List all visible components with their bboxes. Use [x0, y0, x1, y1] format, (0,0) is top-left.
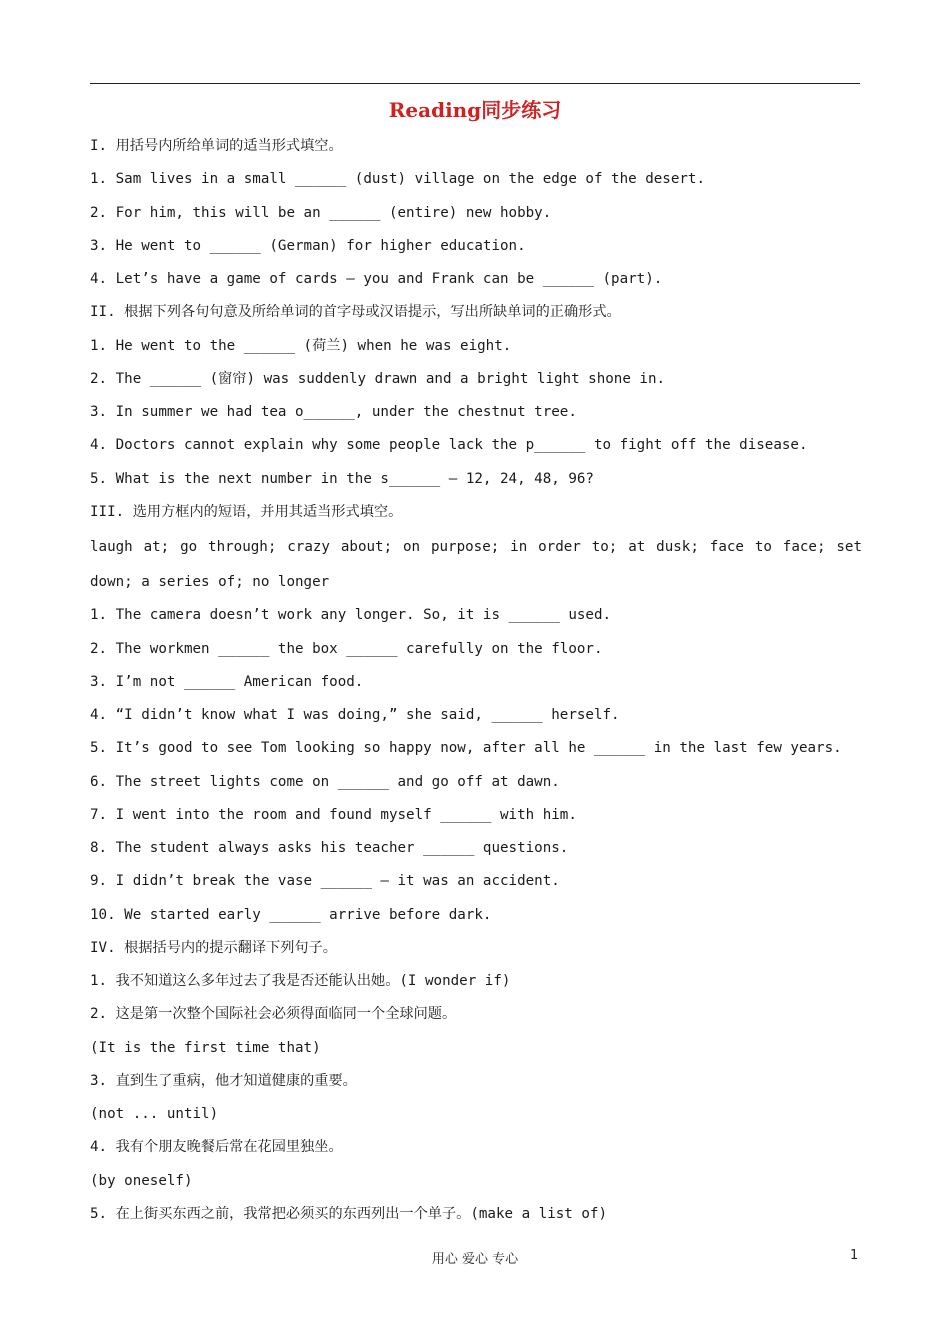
exercise-body [90, 130, 862, 1231]
question-line: 1. Sam lives in a small ______ (dust) village on the edge of the desert. [90, 171, 705, 188]
question-line: 5. It’s good to see Tom looking so happy now, after all he ______ in the last few years. [90, 740, 842, 757]
question-line: 4. “I didn’t know what I was doing,” she said, ______ herself. [90, 707, 620, 723]
question-line: 1. The camera doesn’t work any longer. So, it is ______ used. [90, 607, 612, 624]
question-line: 8. The student always asks his teacher ______ questions. [90, 840, 569, 856]
question-line: 1. 我不知道这么多年过去了我是否还能认出她。(I wonder if) [90, 973, 511, 989]
header-rule [90, 83, 860, 84]
question-line: 3. He went to ______ (German) for higher education. [90, 237, 526, 254]
question-line: 5. What is the next number in the s______ — 12, 24, 48, 96? [90, 470, 594, 487]
hint-line: (It is the first time that) [90, 1039, 321, 1056]
question-line: 5. 在上街买东西之前，我常把必须买的东西列出一个单子。(make a list of) [90, 1205, 607, 1222]
page-number: 1 [850, 1248, 859, 1263]
question-line: 2. For him, this will be an ______ (entire) new hobby. [90, 204, 552, 221]
question-line: 2. 这是第一次整个国际社会必须得面临同一个全球问题。 [90, 1006, 457, 1023]
question-line: 3. 直到生了重病，他才知道健康的重要。 [90, 1072, 357, 1089]
page-footer: 用心 爱心 专心 [431, 1252, 519, 1267]
question-line: 9. I didn’t break the vase ______ — it was an accident. [90, 873, 560, 890]
question-line: 10. We started early ______ arrive before dark. [90, 906, 492, 923]
question-line: 6. The street lights come on ______ and go off at dawn. [90, 773, 560, 790]
question-line: 3. In summer we had tea o______, under the chestnut tree. [90, 404, 577, 420]
phrase-box-line: laugh at; go through; crazy about; on purpose; in order to; at dusk; face to face; set [90, 539, 862, 555]
hint-line: (by oneself) [90, 1172, 193, 1189]
question-line: 2. The ______ (窗帘) was suddenly drawn and a bright light shone in. [90, 370, 666, 387]
question-line: 1. He went to the ______ (荷兰) when he was eight. [90, 337, 512, 354]
section-2-heading: II. 根据下列各句句意及所给单词的首字母或汉语提示，写出所缺单词的正确形式。 [90, 304, 621, 321]
section-3-heading: III. 选用方框内的短语，并用其适当形式填空。 [90, 503, 403, 520]
page-title: Reading同步练习 [388, 98, 562, 122]
question-line: 4. 我有个朋友晚餐后常在花园里独坐。 [90, 1139, 343, 1156]
section-1-heading: I. 用括号内所给单词的适当形式填空。 [90, 138, 343, 154]
question-line: 4. Doctors cannot explain why some people lack the p______ to fight off the disease. [90, 437, 808, 454]
question-line: 2. The workmen ______ the box ______ carefully on the floor. [90, 640, 603, 657]
question-line: 4. Let’s have a game of cards — you and Frank can be ______ (part). [90, 271, 663, 287]
question-line: 7. I went into the room and found myself ______ with him. [90, 806, 577, 823]
question-line: 3. I’m not ______ American food. [90, 673, 364, 690]
phrase-box-line: down; a series of; no longer [90, 574, 330, 590]
hint-line: (not ... until) [90, 1106, 219, 1122]
section-4-heading: IV. 根据括号内的提示翻译下列句子。 [90, 939, 337, 956]
